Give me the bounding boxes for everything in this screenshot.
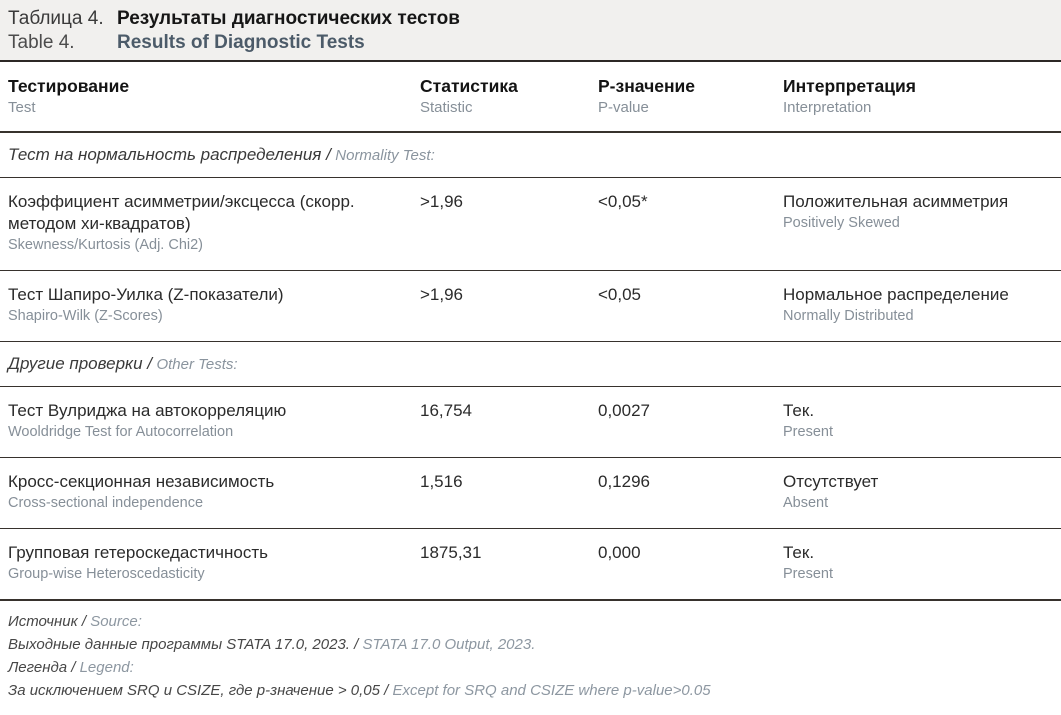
test-name-ru: Тест Шапиро-Уилка (Z-показатели) <box>8 285 284 304</box>
cell-test <box>8 191 420 256</box>
table-row-skewness-kurtosis <box>0 178 1061 271</box>
cell-pvalue <box>598 471 783 514</box>
source-text-ru: Выходные данные программы STATA 17.0, 2023. / <box>8 636 359 653</box>
table-row-shapiro-wilk <box>0 271 1061 342</box>
test-name-en: Skewness/Kurtosis (Adj. Chi2) <box>8 237 204 253</box>
statistic-value: 1,516 <box>420 472 463 491</box>
interpretation-en: Normally Distributed <box>783 308 914 324</box>
section-header-normality-ru: Тест на нормальность распределения / <box>8 145 331 164</box>
statistic-value: 1875,31 <box>420 543 482 562</box>
interpretation-en: Positively Skewed <box>783 215 900 231</box>
column-header-row <box>0 62 1061 133</box>
section-header-other-tests-ru: Другие проверки / <box>8 354 152 373</box>
cell-pvalue <box>598 284 783 327</box>
cell-test <box>8 400 420 443</box>
cell-statistic <box>420 284 598 327</box>
cell-pvalue <box>598 191 783 256</box>
section-header-normality-en: Normality Test: <box>335 147 435 164</box>
interpretation-en: Absent <box>783 495 829 511</box>
interpretation-ru: Тек. <box>783 401 815 420</box>
interpretation-ru: Нормальное распределение <box>783 285 1009 304</box>
test-name-ru: Коэффициент асимметрии/эксцесса (скорр. методом хи-квадратов) <box>8 192 355 233</box>
cell-test <box>8 284 420 327</box>
interpretation-en: Present <box>783 424 833 440</box>
column-header-interpretation-en: Interpretation <box>783 99 872 116</box>
test-name-en: Shapiro-Wilk (Z-Scores) <box>8 308 163 324</box>
column-header-statistic-ru: Статистика <box>420 76 518 96</box>
section-header-other-tests <box>0 342 1061 387</box>
legend-label-line <box>8 656 1061 679</box>
cell-interpretation <box>783 542 1061 585</box>
interpretation-ru: Отсутствует <box>783 472 879 491</box>
cell-test <box>8 542 420 585</box>
table-footnotes <box>0 601 1061 702</box>
legend-text-ru: За исключением SRQ и CSIZE, где p-значение > 0,05 / <box>8 682 389 699</box>
pvalue-value: 0,1296 <box>598 472 650 491</box>
test-name-en: Cross-sectional independence <box>8 495 204 511</box>
source-text-line <box>8 633 1061 656</box>
table-number-ru: Таблица 4. <box>8 8 104 29</box>
column-header-pvalue-ru: P-значение <box>598 76 696 96</box>
test-name-ru: Групповая гетероскедастичность <box>8 543 268 562</box>
cell-interpretation <box>783 284 1061 327</box>
column-header-pvalue-en: P-value <box>598 99 649 116</box>
pvalue-value: 0,000 <box>598 543 641 562</box>
table-title-en <box>8 31 1051 55</box>
table-number-en: Table 4. <box>8 32 75 53</box>
statistic-value: >1,96 <box>420 192 464 211</box>
column-header-test <box>8 75 420 118</box>
source-label-en: Source: <box>90 613 142 630</box>
pvalue-value: 0,0027 <box>598 401 650 420</box>
cell-statistic <box>420 191 598 256</box>
legend-label-en: Legend: <box>79 659 134 676</box>
section-header-other-tests-en: Other Tests: <box>156 356 238 373</box>
cell-interpretation <box>783 471 1061 514</box>
cell-pvalue <box>598 400 783 443</box>
cell-pvalue <box>598 542 783 585</box>
statistic-value: >1,96 <box>420 285 464 304</box>
test-name-ru: Тест Вулриджа на автокорреляцию <box>8 401 287 420</box>
section-header-normality <box>0 133 1061 178</box>
cell-test <box>8 471 420 514</box>
source-text-en: STATA 17.0 Output, 2023. <box>362 636 536 653</box>
column-header-interpretation-ru: Интерпретация <box>783 76 916 96</box>
cell-statistic <box>420 400 598 443</box>
interpretation-ru: Тек. <box>783 543 815 562</box>
table-title-band <box>0 0 1061 62</box>
column-header-pvalue <box>598 75 783 118</box>
table-row-heteroscedasticity <box>0 529 1061 601</box>
table-title-ru <box>8 7 1051 31</box>
legend-label-ru: Легенда / <box>8 659 76 676</box>
legend-text-line <box>8 679 1061 702</box>
cell-statistic <box>420 542 598 585</box>
pvalue-value: <0,05 <box>598 285 642 304</box>
column-header-test-ru: Тестирование <box>8 76 130 96</box>
test-name-en: Wooldridge Test for Autocorrelation <box>8 424 234 440</box>
table-row-cross-sectional <box>0 458 1061 529</box>
column-header-statistic-en: Statistic <box>420 99 473 116</box>
test-name-en: Group-wise Heteroscedasticity <box>8 566 205 582</box>
column-header-test-en: Test <box>8 99 36 116</box>
test-name-ru: Кросс-секционная независимость <box>8 472 275 491</box>
statistic-value: 16,754 <box>420 401 472 420</box>
source-label-ru: Источник / <box>8 613 87 630</box>
table-title-text-en: Results of Diagnostic Tests <box>117 32 365 53</box>
cell-interpretation <box>783 400 1061 443</box>
source-label-line <box>8 610 1061 633</box>
table-title-text-ru: Результаты диагностических тестов <box>117 8 460 29</box>
interpretation-en: Present <box>783 566 833 582</box>
cell-interpretation <box>783 191 1061 256</box>
cell-statistic <box>420 471 598 514</box>
column-header-interpretation <box>783 75 1061 118</box>
legend-text-en: Except for SRQ and CSIZE where p-value>0.05 <box>392 682 711 699</box>
pvalue-value: <0,05* <box>598 192 648 211</box>
column-header-statistic <box>420 75 598 118</box>
table-row-wooldridge <box>0 387 1061 458</box>
interpretation-ru: Положительная асимметрия <box>783 192 1009 211</box>
